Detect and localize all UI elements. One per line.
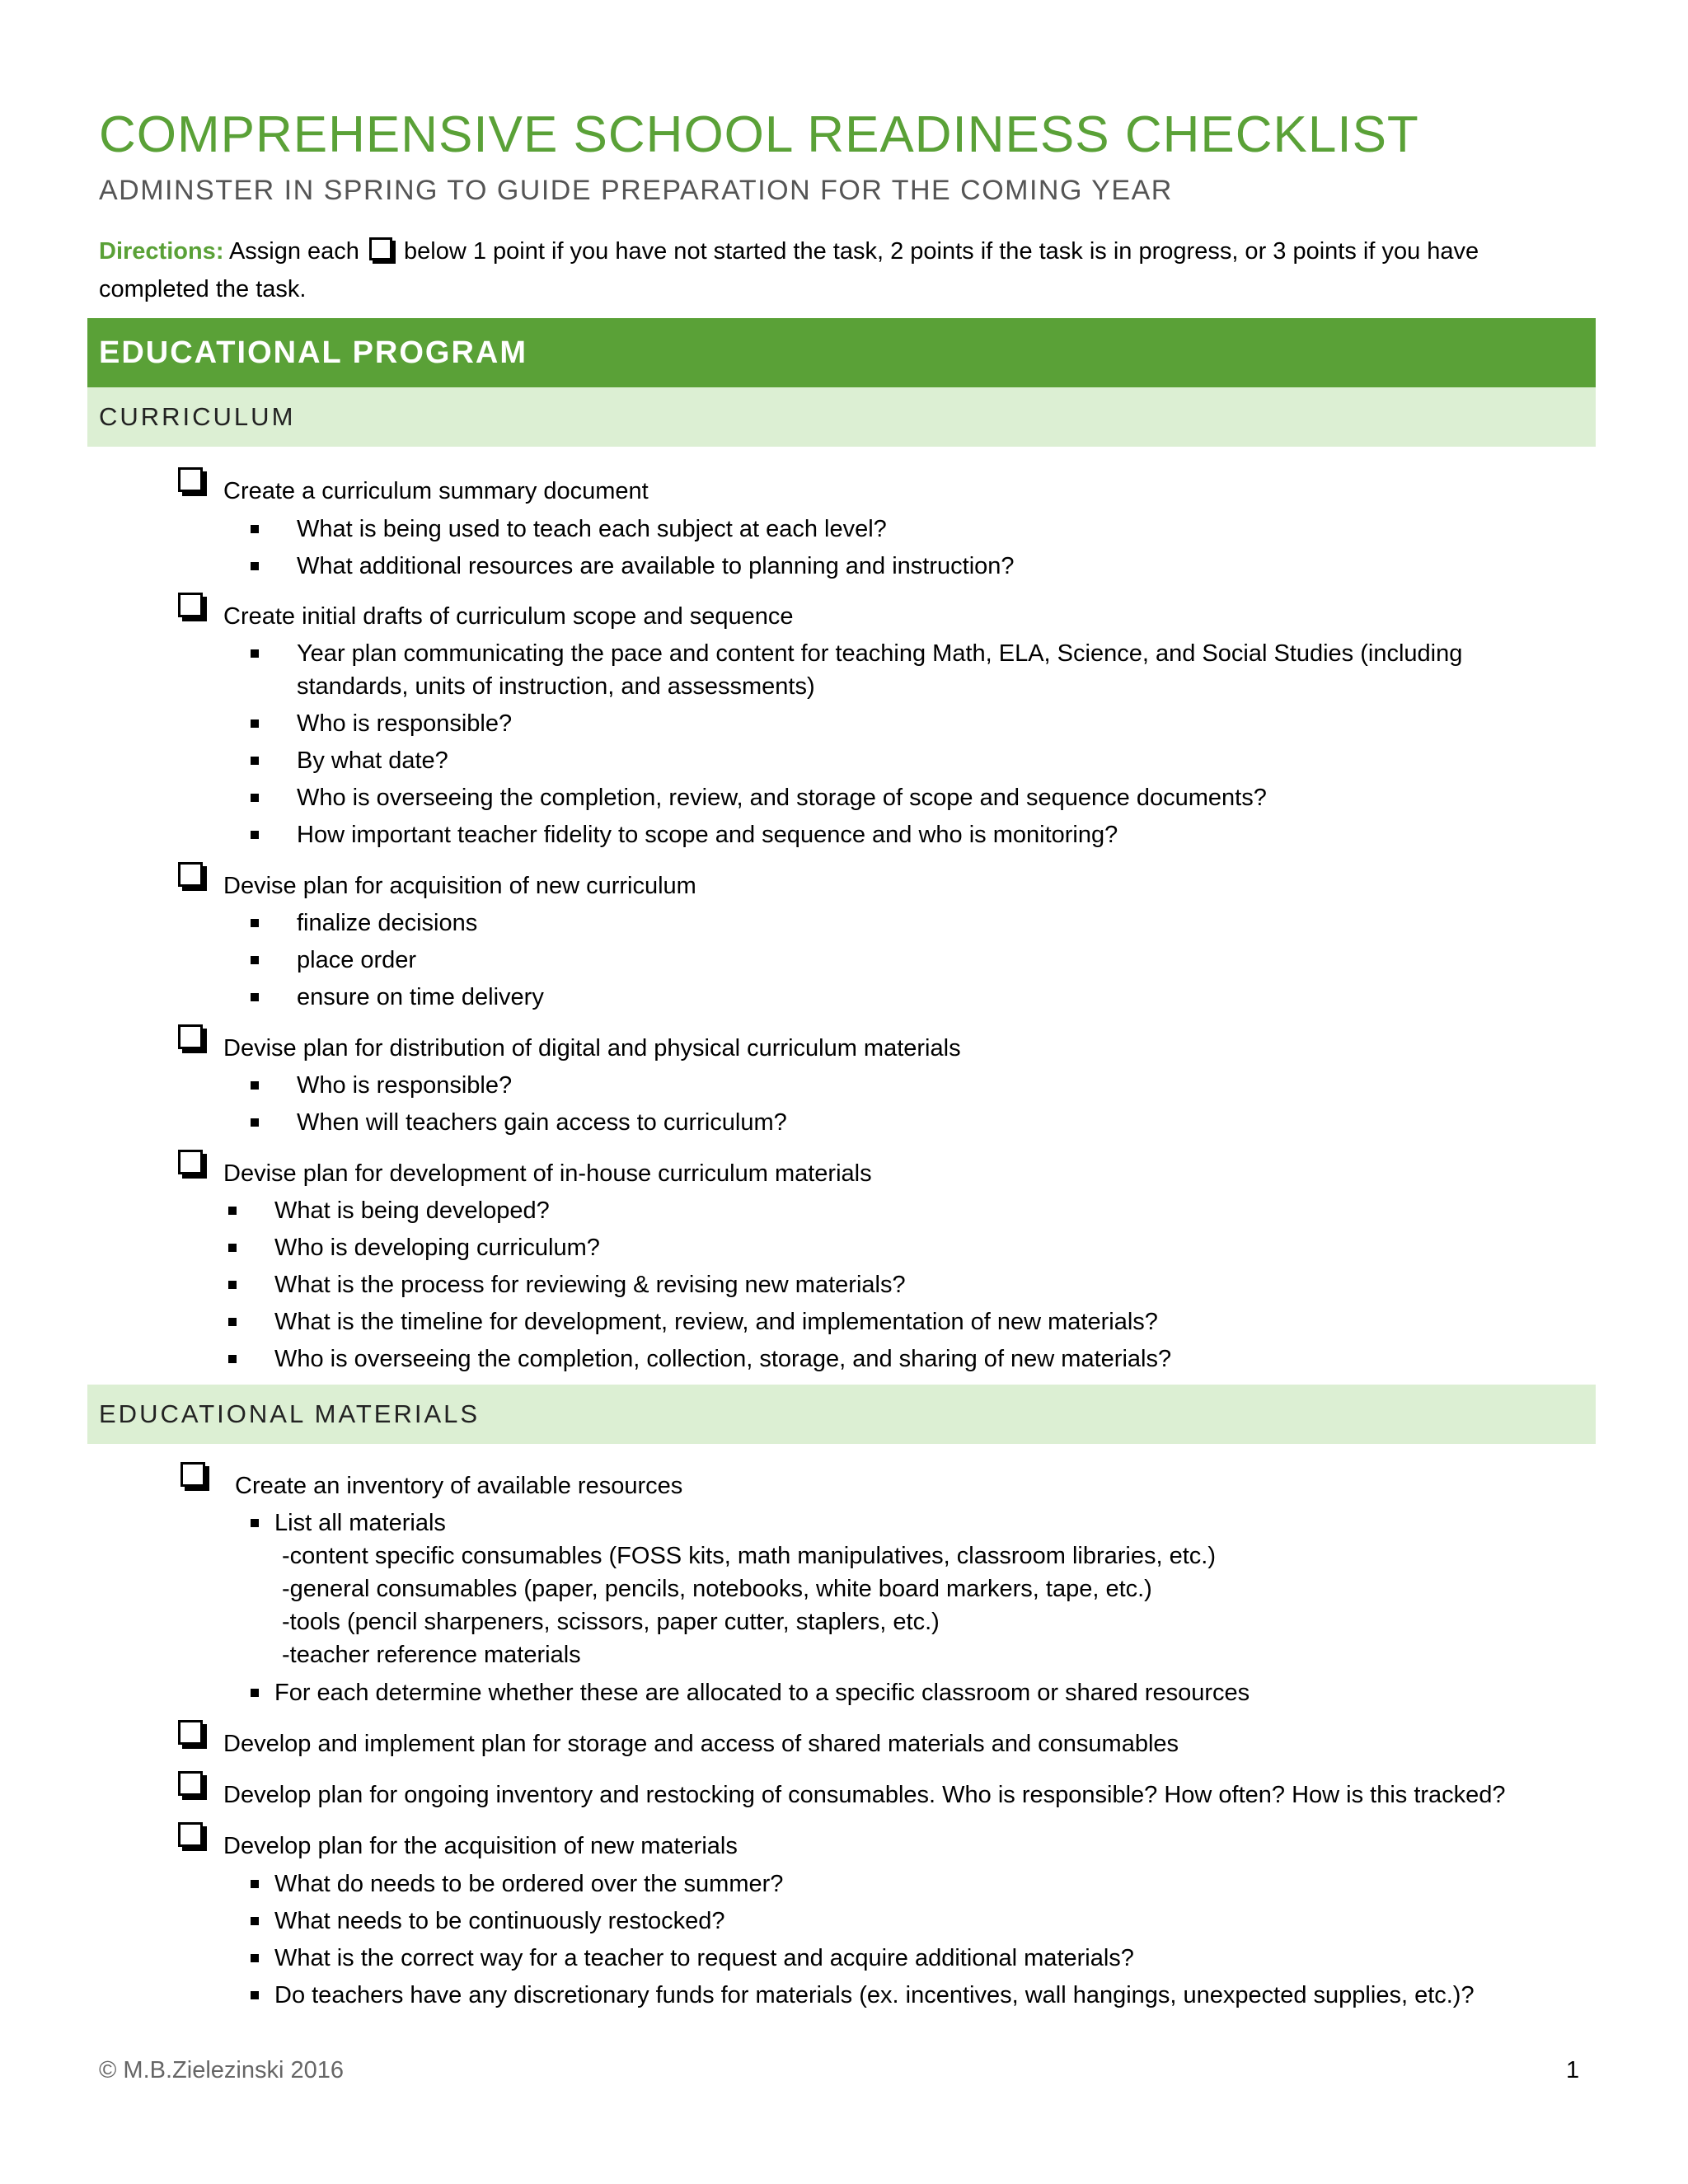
task-bullet: For each determine whether these are allocated to a specific classroom or shared resources (274, 1680, 1250, 1706)
bullet-icon (251, 1991, 259, 1999)
task-bullet: What needs to be continuously restocked? (274, 1908, 725, 1934)
task-label: Devise plan for acquisition of new curriculum (223, 873, 696, 899)
bullet-icon (251, 956, 259, 964)
bullet-icon (251, 562, 259, 570)
task-label: Create a curriculum summary document (223, 478, 649, 504)
task-bullet: -tools (pencil sharpeners, scissors, paper cutter, staplers, etc.) (282, 1609, 940, 1635)
task-bullet: What is being used to teach each subject at each level? (297, 516, 887, 542)
task-bullet: Who is responsible? (297, 1072, 513, 1099)
task-bullet: Who is developing curriculum? (274, 1235, 600, 1261)
task-checkbox[interactable] (178, 1822, 203, 1847)
task-bullet: -content specific consumables (FOSS kits, math manipulatives, classroom libraries, etc.) (282, 1543, 1217, 1569)
task-bullet: What do needs to be ordered over the summer? (274, 1871, 784, 1897)
task-bullet: What is the timeline for development, review, and implementation of new materials? (274, 1309, 1158, 1335)
bullet-icon (251, 993, 259, 1001)
directions (99, 232, 1591, 308)
task-bullet: What additional resources are available to planning and instruction? (297, 553, 1015, 579)
bullet-icon (251, 525, 259, 533)
bullet-icon (251, 1519, 259, 1527)
task-label: Create initial drafts of curriculum scope and sequence (223, 603, 794, 630)
bullet-icon (228, 1355, 237, 1363)
task-bullet: List all materials (274, 1510, 446, 1536)
subsection-header-educational-materials: EDUCATIONAL MATERIALS (87, 1385, 1596, 1444)
bullet-icon (251, 831, 259, 839)
bullet-icon (251, 794, 259, 802)
bullet-icon (251, 919, 259, 927)
task-bullet: -general consumables (paper, pencils, notebooks, white board markers, tape, etc.) (282, 1576, 1152, 1602)
task-label: Develop plan for ongoing inventory and restocking of consumables. Who is responsible? How often? How is this tracked? (223, 1782, 1506, 1808)
bullet-icon (228, 1244, 237, 1252)
bullet-icon (251, 1689, 259, 1697)
section-header-educational-program: EDUCATIONAL PROGRAM (87, 318, 1596, 387)
task-checkbox[interactable] (181, 1462, 205, 1487)
task-bullet: Who is overseeing the completion, review, and storage of scope and sequence documents? (297, 785, 1267, 811)
bullet-icon (251, 757, 259, 765)
task-bullet: finalize decisions (297, 910, 478, 936)
task-bullet: -teacher reference materials (282, 1642, 581, 1668)
task-bullet: By what date? (297, 748, 448, 774)
task-bullet: place order (297, 947, 417, 973)
task-label: Devise plan for development of in-house curriculum materials (223, 1160, 872, 1187)
task-bullet: standards, units of instruction, and assessments) (297, 673, 815, 700)
task-checkbox[interactable] (178, 1720, 203, 1745)
task-bullet: Who is overseeing the completion, collection, storage, and sharing of new materials? (274, 1346, 1172, 1372)
task-bullet: ensure on time delivery (297, 984, 544, 1010)
task-checkbox[interactable] (178, 1771, 203, 1796)
page-subtitle: ADMINSTER IN SPRING TO GUIDE PREPARATION FOR THE COMING YEAR (99, 175, 1173, 206)
task-bullet: Do teachers have any discretionary funds for materials (ex. incentives, wall hangings, unexpected supplies, etc.)? (274, 1982, 1475, 2008)
bullet-icon (228, 1281, 237, 1289)
directions-text-2: below 1 point if you have not started the task, 2 points if the task is in progress, or 3 points if you have completed the task. (99, 238, 1479, 302)
task-checkbox[interactable] (178, 593, 203, 617)
directions-lead: Directions: (99, 238, 224, 265)
task-bullet: When will teachers gain access to curriculum? (297, 1109, 787, 1136)
page-title: COMPREHENSIVE SCHOOL READINESS CHECKLIST (99, 106, 1419, 163)
task-bullet: Who is responsible? (297, 710, 513, 737)
footer-copyright: © M.B.Zielezinski 2016 (99, 2057, 344, 2083)
task-checkbox[interactable] (178, 1024, 203, 1049)
task-bullet: Year plan communicating the pace and content for teaching Math, ELA, Science, and Social Studies (including (297, 640, 1463, 667)
bullet-icon (251, 1081, 259, 1090)
bullet-icon (228, 1207, 237, 1215)
directions-text-1: Assign each (223, 238, 366, 265)
task-checkbox[interactable] (178, 1150, 203, 1174)
task-bullet: What is the process for reviewing & revising new materials? (274, 1272, 906, 1298)
task-label: Create an inventory of available resources (235, 1473, 683, 1499)
bullet-icon (251, 1917, 259, 1925)
subsection-header-curriculum: CURRICULUM (87, 387, 1596, 447)
bullet-icon (251, 649, 259, 658)
task-checkbox[interactable] (178, 862, 203, 887)
footer-page-number: 1 (1566, 2057, 1580, 2083)
bullet-icon (251, 1880, 259, 1888)
task-label: Devise plan for distribution of digital and physical curriculum materials (223, 1035, 961, 1062)
task-label: Develop and implement plan for storage and access of shared materials and consumables (223, 1731, 1179, 1757)
checkbox-icon (369, 237, 392, 260)
task-bullet: What is the correct way for a teacher to request and acquire additional materials? (274, 1945, 1134, 1971)
bullet-icon (251, 1954, 259, 1962)
bullet-icon (228, 1318, 237, 1326)
task-bullet: How important teacher fidelity to scope and sequence and who is monitoring? (297, 822, 1118, 848)
task-label: Develop plan for the acquisition of new materials (223, 1833, 738, 1859)
bullet-icon (251, 1118, 259, 1127)
task-checkbox[interactable] (178, 467, 203, 492)
task-bullet: What is being developed? (274, 1197, 550, 1224)
bullet-icon (251, 719, 259, 728)
